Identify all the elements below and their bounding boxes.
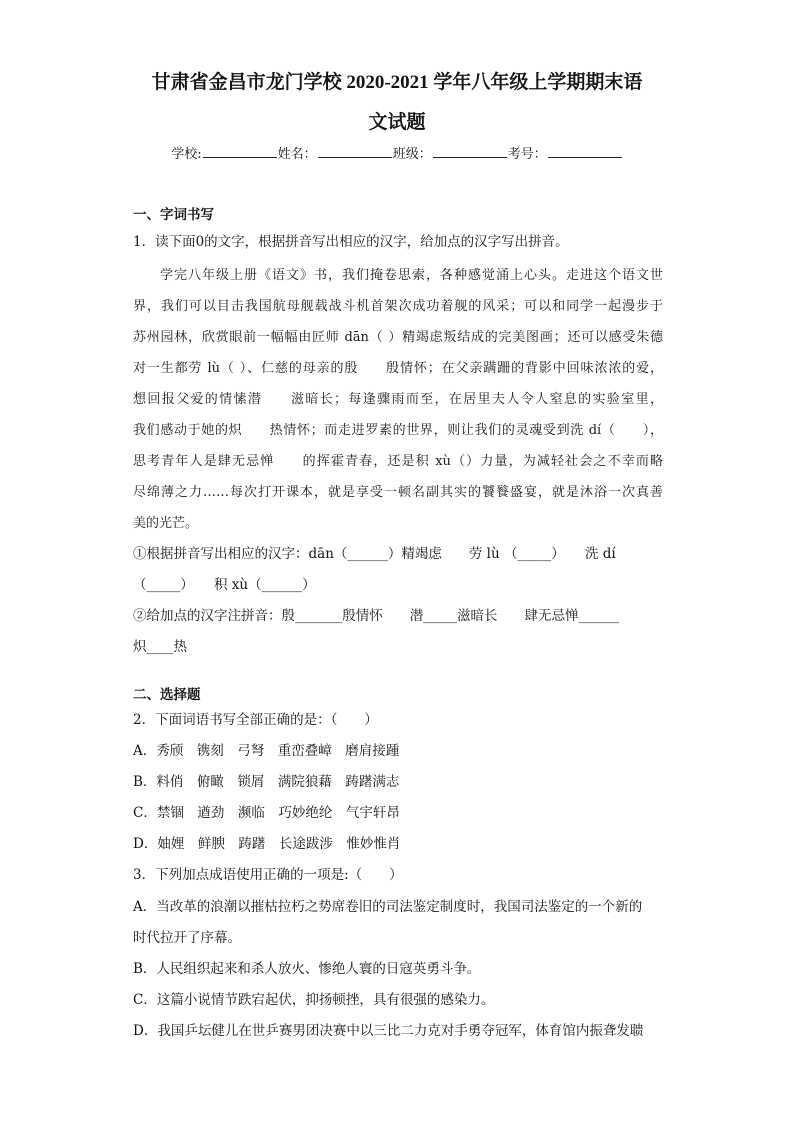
passage-line: 对一生都劳 lù（ ）、仁慈的母亲的殷 殷情怀；在父亲蹒跚的背影中回味浓浓的爱， <box>133 360 663 376</box>
question-3-option-c: C．这篇小说情节跌宕起伏，抑扬顿挫，具有很强的感染力。 <box>133 992 495 1009</box>
sub-question-1-line: ①根据拼音写出相应的汉字：dān（______）精竭虑 劳 lù （_____） 洗 dí <box>133 545 616 562</box>
passage-line: 界，我们可以目击我国航母舰载战斗机首架次成功着舰的风采；可以和同学一起漫步于 <box>133 298 663 314</box>
passage-line: 学完八年级上册《语文》书，我们掩卷思索，各种感觉涌上心头。走进这个语文世 <box>160 267 663 283</box>
question-3-option-a: A．当改革的浪潮以摧枯拉朽之势席卷旧的司法鉴定制度时，我国司法鉴定的一个新的 <box>133 898 643 915</box>
question-1-stem: 1．读下面0的文字，根据拼音写出相应的汉字，给加点的汉字写出拼音。 <box>133 234 569 250</box>
passage-line: 苏州园林，欣赏眼前一幅幅由匠师 dān（ ）精竭虑叛结成的完美图画；还可以感受朱德 <box>133 329 663 345</box>
question-2-option-c: C．禁锢 遒劲 濒临 巧妙绝纶 气宇轩昂 <box>133 805 400 822</box>
question-2-option-d: D．妯娌 鲜腴 踌躇 长途跋涉 惟妙惟肖 <box>133 836 401 853</box>
title-line-2: 文试题 <box>368 112 426 133</box>
question-3-stem: 3．下列加点成语使用正确的一项是:（ ） <box>133 867 403 884</box>
school-label: 学校: <box>171 147 202 162</box>
exam-title <box>0 63 794 143</box>
passage-line: 思考青年人是肆无忌惮 的挥霍青春，还是积 xù（）力量，为减轻社会之不幸而略 <box>133 453 663 469</box>
passage-line: 我们感动于她的炽 热情怀；而走进罗素的世界，则让我们的灵魂受到洗 dí（ ）， <box>133 422 663 438</box>
school-blank <box>203 143 277 158</box>
sub-question-2-line: ②给加点的汉字注拼音：殷_______殷情怀 潜_____滋暗长 肆无忌惮______ <box>133 607 619 624</box>
question-3-option-d: D．我国乒坛健儿在世乒赛男团决赛中以三比二力克对手勇夺冠军，体育馆内振聋发聩 <box>133 1023 644 1040</box>
student-info-line <box>0 143 794 167</box>
question-1-passage <box>133 260 663 663</box>
section-2-heading: 二、选择题 <box>133 687 201 703</box>
class-label: 班级： <box>392 147 432 162</box>
question-2-option-a: A．秀颀 镌刻 弓弩 重峦叠嶂 磨肩接踵 <box>133 742 400 759</box>
section-1-heading: 一、字词书写 <box>133 207 214 223</box>
question-2-option-b: B．料俏 俯瞰 锁屑 满院狼藉 踌躇满志 <box>133 773 400 790</box>
question-3-option-b: B．人民组织起来和杀人放火、惨绝人寰的日寇英勇斗争。 <box>133 961 481 977</box>
title-line-1: 甘肃省金昌市龙门学校 2020-2021 学年八年级上学期期末语 <box>151 72 643 93</box>
section-2-questions <box>133 705 693 1048</box>
question-2-stem: 2．下面词语书写全部正确的是：（ ） <box>133 711 378 728</box>
exam-number-blank <box>548 143 622 158</box>
question-3-option-a-continued: 时代拉开了序幕。 <box>133 929 241 946</box>
exam-number-label: 考号： <box>507 147 547 162</box>
passage-line: 想回报父爱的情愫潜 滋暗长；每逢骤雨而至，在居里夫人令人窒息的实验室里， <box>133 391 663 407</box>
passage-line: 尽绵薄之力……每次打开课本，就是享受一顿名副其实的饕餮盛宴，就是沐浴一次真善 <box>133 484 663 500</box>
name-blank <box>318 143 392 158</box>
class-blank <box>433 143 507 158</box>
sub-question-2-line: 炽____热 <box>133 638 187 655</box>
passage-line: 美的光芒。 <box>133 515 199 531</box>
name-label: 姓名： <box>277 147 317 162</box>
sub-question-1-line: （_____） 积 xù（______） <box>133 576 316 593</box>
